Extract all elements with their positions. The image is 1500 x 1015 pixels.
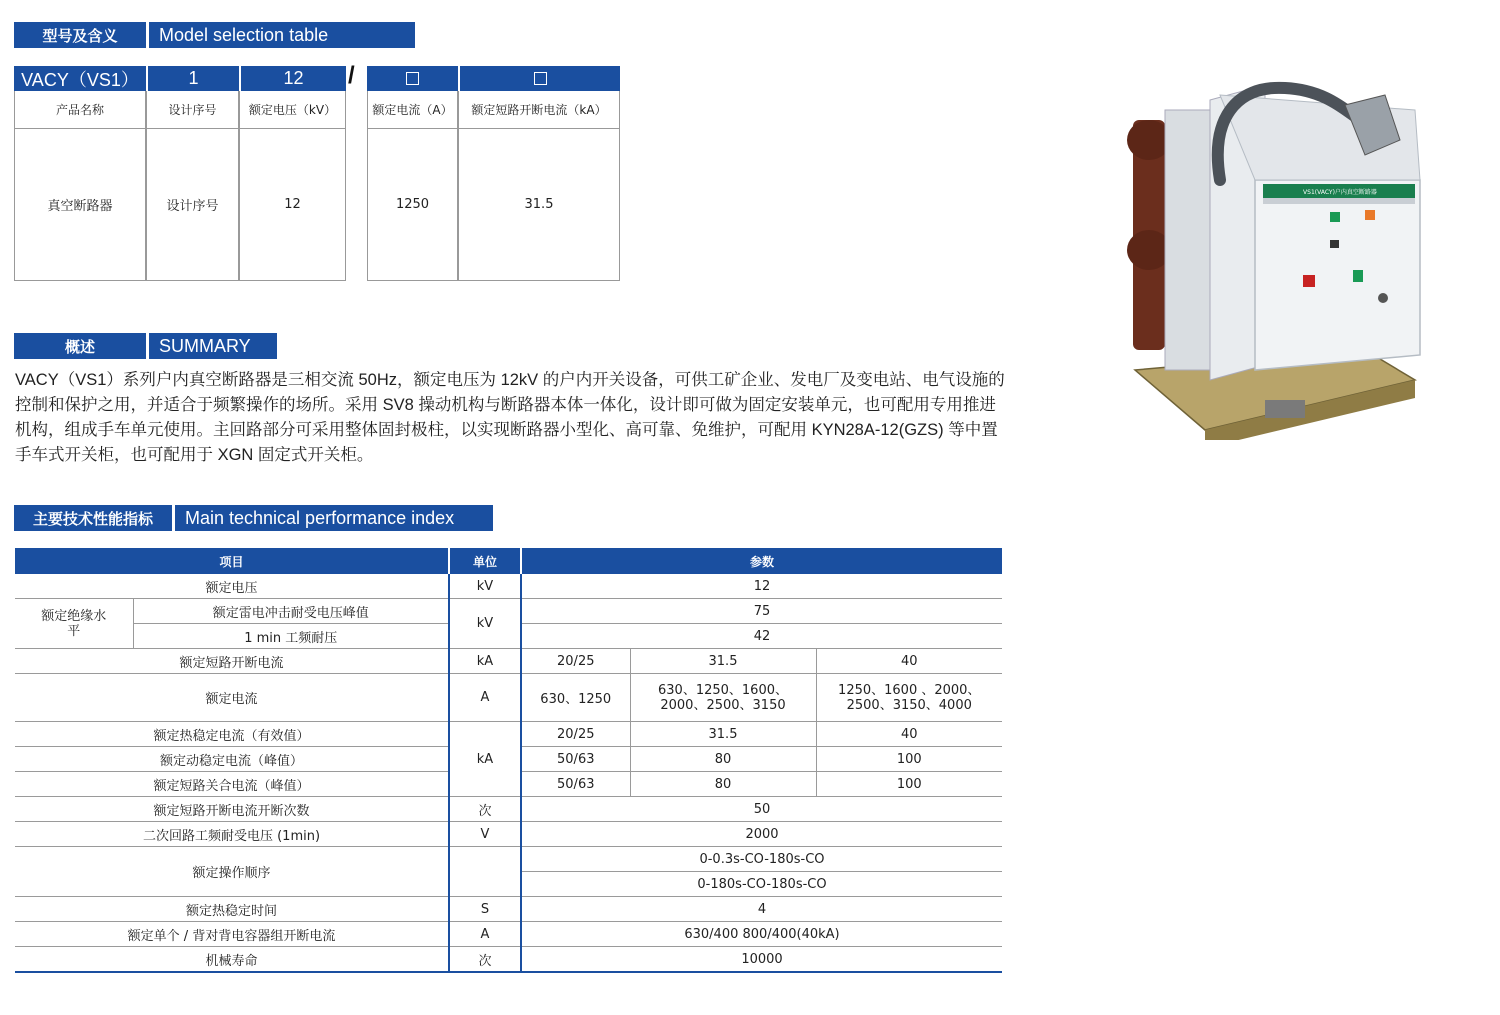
table-row: [15, 897, 1002, 922]
value-cell: 80: [630, 772, 816, 797]
model-slash: /: [348, 62, 355, 89]
model-header-cn: 型号及含义: [14, 22, 146, 48]
model-label: 额定电流（A）: [367, 91, 458, 129]
model-section-header: [14, 22, 415, 48]
unit-cell: [449, 847, 521, 897]
table-row: [15, 922, 1002, 947]
blank-box-icon: [534, 72, 547, 85]
value-cell: 0-180s-CO-180s-CO: [521, 872, 1002, 897]
circuit-breaker-image: [1115, 80, 1425, 440]
value-cell: 50/63: [521, 747, 630, 772]
model-code: VACY（VS1）: [14, 66, 146, 91]
pole-frame: [1165, 110, 1210, 370]
item-cell: 额定短路开断电流: [15, 649, 449, 674]
value-cell: 2000: [521, 822, 1002, 847]
table-row: [15, 822, 1002, 847]
table-row: [15, 947, 1002, 973]
pole-terminal-top: [1127, 120, 1171, 160]
table-row: [15, 797, 1002, 822]
model-code-blank-box: [367, 66, 458, 91]
close-button-icon: [1353, 270, 1363, 282]
col-header-unit: 单位: [449, 548, 521, 574]
value-cell: 100: [816, 747, 1002, 772]
item-cell: 额定热稳定电流（有效值）: [15, 722, 449, 747]
value-cell: 31.5: [630, 722, 816, 747]
model-label: 额定电压（kV）: [239, 91, 346, 129]
table-header-row: [15, 548, 1002, 574]
value-cell: 4: [521, 897, 1002, 922]
value-cell: 75: [521, 599, 1002, 624]
model-label: 设计序号: [146, 91, 239, 129]
summary-paragraph: VACY（VS1）系列户内真空断路器是三相交流 50Hz，额定电压为 12kV 的户内开关设备，可供工矿企业、发电厂及变电站、电气设施的控制和保护之用，并适合于频繁操作的场所。采用 SV8 操动机构与断路器本体一体化，设计即可做为固定安装单元，也可配用专用推进机构，组成手车单元使用。主回路部分可采用整体固封极柱，以实现断路器小型化、高可靠、免维护，可配用 KYN28A-12(GZS) 等中置手车式开关柜，也可配用于 XGN 固定式开关柜。: [15, 371, 1005, 464]
item-cell: 额定单个 / 背对背电容器组开断电流: [15, 922, 449, 947]
model-value: 31.5: [458, 129, 620, 281]
item-cell: 二次回路工频耐受电压 (1min): [15, 822, 449, 847]
item-cell: 额定雷电冲击耐受电压峰值: [133, 599, 449, 624]
model-code: 12: [239, 66, 346, 91]
unit-cell: kV: [449, 574, 521, 599]
summary-header-cn: 概述: [14, 333, 146, 359]
unit-cell: 次: [449, 797, 521, 822]
model-col-design: [146, 66, 239, 281]
item-cell: 机械寿命: [15, 947, 449, 973]
charging-port-icon: [1378, 293, 1388, 303]
summary-section-header: [14, 333, 277, 359]
item-cell: 额定短路开断电流开断次数: [15, 797, 449, 822]
model-code-blank-box: [458, 66, 620, 91]
value-cell: 80: [630, 747, 816, 772]
unit-cell: A: [449, 674, 521, 722]
counter-window-icon: [1330, 240, 1339, 248]
col-header-params: 参数: [521, 548, 1002, 574]
value-line: 630、1250、1600、: [658, 682, 788, 698]
value-cell: 50/63: [521, 772, 630, 797]
value-cell: 12: [521, 574, 1002, 599]
tech-header-cn: 主要技术性能指标: [14, 505, 172, 531]
value-cell: 20/25: [521, 722, 630, 747]
model-value: 设计序号: [146, 129, 239, 281]
value-cell: 630/400 800/400(40kA): [521, 922, 1002, 947]
unit-cell: kA: [449, 722, 521, 797]
value-cell: 100: [816, 772, 1002, 797]
summary-header-en: SUMMARY: [149, 333, 277, 359]
item-cell: 额定短路关合电流（峰值）: [15, 772, 449, 797]
col-header-item: 项目: [15, 548, 449, 574]
value-cell: 31.5: [630, 649, 816, 674]
item-cell: 额定电流: [15, 674, 449, 722]
item-cell: 1 min 工频耐压: [133, 624, 449, 649]
value-cell: [816, 674, 1002, 722]
table-row: [15, 574, 1002, 599]
value-cell: 40: [816, 722, 1002, 747]
table-row: [15, 649, 1002, 674]
item-group-cell: [15, 599, 133, 649]
table-row: [15, 674, 1002, 722]
value-cell: 50: [521, 797, 1002, 822]
item-cell: 额定电压: [15, 574, 449, 599]
table-row: [15, 599, 1002, 624]
blank-box-icon: [406, 72, 419, 85]
carriage-handle: [1265, 400, 1305, 418]
value-cell: 0-0.3s-CO-180s-CO: [521, 847, 1002, 872]
model-col-voltage: [239, 66, 346, 281]
item-cell: 额定热稳定时间: [15, 897, 449, 922]
model-value: 1250: [367, 129, 458, 281]
trip-button-icon: [1303, 275, 1315, 287]
value-line: 1250、1600 、2000、: [838, 682, 981, 698]
value-cell: [630, 674, 816, 722]
model-label: 额定短路开断电流（kA）: [458, 91, 620, 129]
model-code: 1: [146, 66, 239, 91]
unit-cell: kV: [449, 599, 521, 649]
value-line: 2500、3150、4000: [846, 697, 972, 713]
model-col-current: [367, 66, 458, 281]
value-line: 2000、2500、3150: [660, 697, 786, 713]
model-label: 产品名称: [14, 91, 146, 129]
indicator-orange-icon: [1365, 210, 1375, 220]
cover-strip: [1263, 198, 1415, 204]
model-col-name: [14, 66, 146, 281]
model-value: 12: [239, 129, 346, 281]
item-cell: 额定动稳定电流（峰值）: [15, 747, 449, 772]
unit-cell: A: [449, 922, 521, 947]
item-cell: 额定操作顺序: [15, 847, 449, 897]
table-row: [15, 722, 1002, 747]
tech-table: [15, 548, 1002, 973]
model-col-breaking: [458, 66, 620, 281]
pole-terminal-bottom: [1127, 230, 1171, 270]
insulation-group-label: 额定绝缘水平: [41, 608, 107, 639]
value-cell: 42: [521, 624, 1002, 649]
tech-section-header: [14, 505, 493, 531]
nameplate-text: VS1(VACY)户内真空断路器: [1303, 189, 1377, 196]
value-cell: 10000: [521, 947, 1002, 973]
table-row: [15, 847, 1002, 872]
model-header-en: Model selection table: [149, 22, 415, 48]
unit-cell: V: [449, 822, 521, 847]
value-cell: 20/25: [521, 649, 630, 674]
unit-cell: S: [449, 897, 521, 922]
unit-cell: kA: [449, 649, 521, 674]
value-cell: 630、1250: [521, 674, 630, 722]
indicator-green-icon: [1330, 212, 1340, 222]
value-cell: 40: [816, 649, 1002, 674]
front-cover: [1255, 180, 1420, 370]
tech-header-en: Main technical performance index: [175, 505, 493, 531]
unit-cell: 次: [449, 947, 521, 973]
model-value: 真空断路器: [14, 129, 146, 281]
